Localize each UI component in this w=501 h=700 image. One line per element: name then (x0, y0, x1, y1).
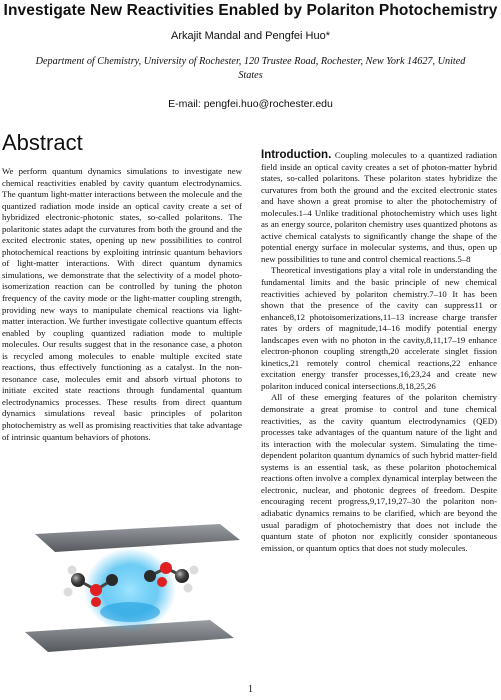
abstract-text: We perform quantum dynamics simulations to investigate new chemical reactivities enabled by cavity quantum electrodynamics. The quantum light-matter interactions between the molecule and the quantized radiation mode inside an optical cavity create a set of hybridized electronic-photonic states, so-called polaritons. The polaritonic states adapt the curvatures from both the ground and the excited electronic states, opening up new possibilities to control photochemical reactions by exploiting intrinsic quantum behaviors of light-matter interactions. With direct quantum dynamics simulations, we demonstrate that the selectivity of a model photo-isomerization reaction can be controlled by tuning the photon frequency of the cavity mode or the light-matter coupling strength, providing new ways to manipulate chemical reactions via light-matter interaction. We further investigate collective quantum effects enabled by coupling quantized radiation mode to multiple molecules. Our results suggest that in the resonance case, a photon is recycled among molecules to enable multiple excited state reactions, thus effectively functioning as a catalyst. In the non-resonance case, molecules emit and absorb virtual photons to initiate excited state reactions through fundamental quantum electrodynamics processes. These results from direct quantum dynamics simulations reveal basic principles of polariton photochemistry as well as promising reactivities that take advantage of intrinsic quantum behaviors of photons. (2, 166, 242, 442)
introduction-heading: Introduction. (261, 149, 332, 161)
toc-graphic (20, 520, 245, 665)
cavity-mirror-top (35, 524, 240, 552)
abstract-column (2, 166, 242, 443)
introduction-column (261, 150, 497, 554)
intro-paragraph-1: Coupling molecules to a quantized radiation field inside an optical cavity creates a set of photon-matter hybrid states, so-called polaritons. These polariton states hybridize the curvatures from both the ground and the excited electronic states and have shown a great promise to alter the photochemistry of molecules.1–4 Unlike traditional photochemistry which uses light as an energy source, polariton chemistry uses quantized photons as active chemical catalysts to significantly change the shape of the potential energy surface in molecular systems, and thus, open up new possibilities to tune and control chemical reactions.5–8 (261, 150, 498, 264)
paper-title: Investigate New Reactivities Enabled by Polariton Photochemistry (3, 2, 498, 19)
page-number: 1 (248, 684, 253, 695)
abstract-heading: Abstract (2, 130, 83, 155)
intro-paragraph-3: All of these emerging features of the polariton chemistry demonstrate a great promise to control and tune chemical reactivities, as the cavity quantum electrodynamics (QED) processes take advantages of the quantum nature of the light and its interaction with the molecular system. Simulating the time-dependent polariton quantum dynamics of such hybrid matter-field systems is an essential task, as these polariton photochemical reactions often involve a complex dynamical interplay between the electronic, nuclear, and photonic degrees of freedom. Despite encouraging recent progress,9,17,19,27–30 the polariton non-adiabatic dynamics remains to be clarified, which are beyond the usual paradigm of photochemistry that does not include the quantum state of photon nor explicitly consider spontaneous emission, or quantum optics that does not study molecules. (261, 392, 497, 553)
email: E-mail: pengfei.huo@rochester.edu (168, 98, 333, 110)
affiliation: Department of Chemistry, University of Rochester, 120 Trustee Road, Rochester, New York 14627, United States (35, 56, 466, 81)
authors: Arkajit Mandal and Pengfei Huo* (171, 30, 330, 42)
intro-paragraph-2: Theoretical investigations play a vital role in understanding the fundamental limits and the basic principle of new chemical reactivities achieved by polariton chemistry.7–10 It has been shown that the presence of the cavity can suppress11 or enhance8,12 photoisomerizations,11–13 increase charge transfer rates by orders of magnitude,14–16 modify potential energy landscapes even with no photon in the cavity,8,11,17–19 enhance electron-phonon coupling strength,20 accelerate singlet fission kinetics,21 remotely control chemical reactions,22 enhance excitation energy transfer processes,16,23,24 and create new polariton induced conical intersections.8,18,25,26 (261, 265, 497, 391)
glow-core (100, 602, 160, 622)
